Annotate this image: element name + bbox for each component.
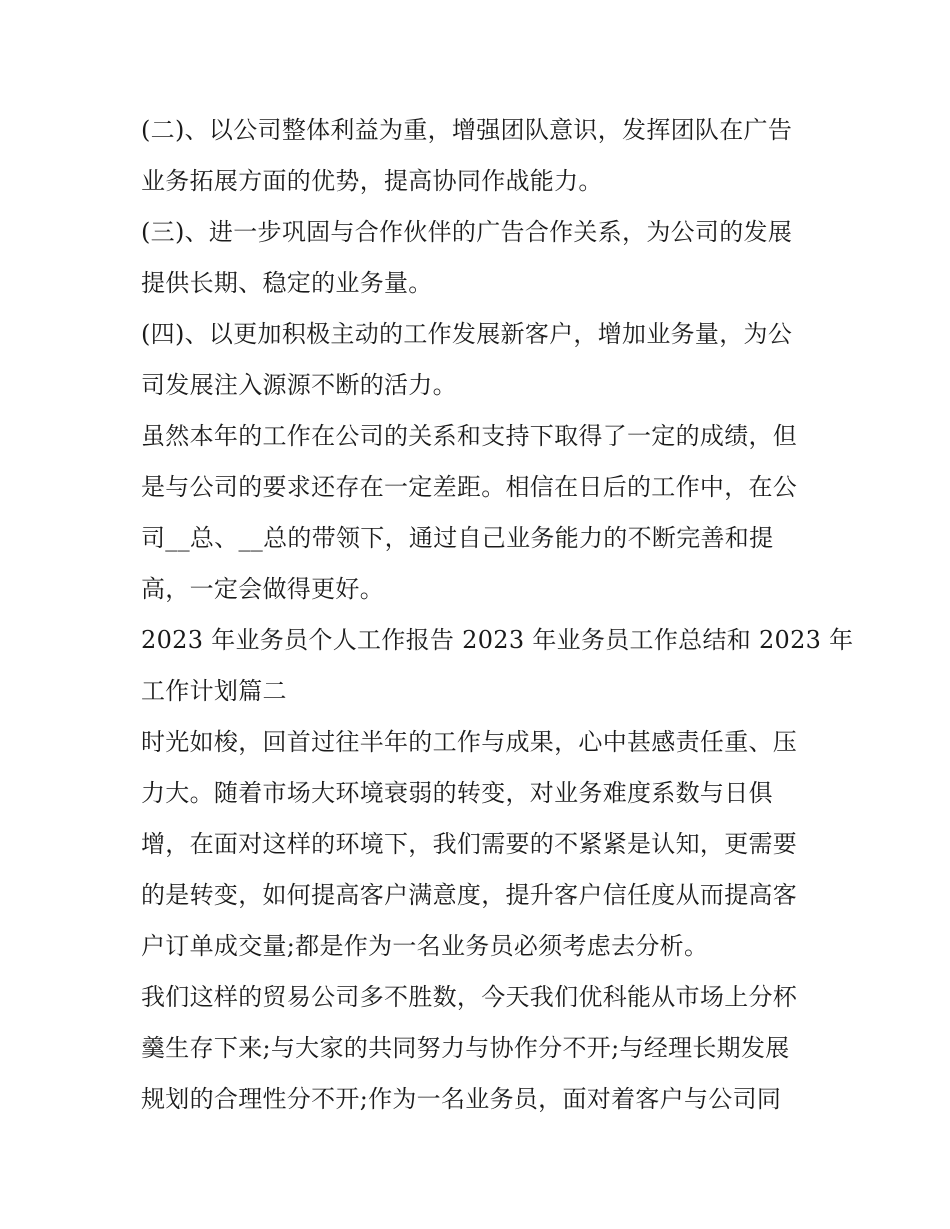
text-line: (四)、以更加积极主动的工作发展新客户，增加业务量，为公 (141, 320, 793, 348)
text-line: 羹生存下来;与大家的共同努力与协作分不开;与经理长期发展 (141, 1034, 790, 1062)
paragraph-intro (141, 717, 821, 972)
text-line: 提供长期、稳定的业务量。 (141, 269, 433, 297)
text-line: 业务拓展方面的优势，提高协同作战能力。 (141, 167, 603, 195)
text-line: 时光如梭，回首过往半年的工作与成果，心中甚感责任重、压 (141, 728, 798, 756)
text-line: 增，在面对这样的环境下，我们需要的不紧紧是认知，更需要 (141, 830, 798, 858)
text-line: 我们这样的贸易公司多不胜数，今天我们优科能从市场上分杯 (141, 983, 798, 1011)
text-line: 户订单成交量;都是作为一名业务员必须考虑去分析。 (141, 932, 709, 960)
text-line: 规划的合理性分不开;作为一名业务员，面对着客户与公司同 (141, 1085, 782, 1113)
text-line: 司__总、__总的带领下，通过自己业务能力的不断完善和提 (141, 524, 774, 552)
text-line: 高，一定会做得更好。 (141, 575, 384, 603)
text-line: 司发展注入源源不断的活力。 (141, 371, 457, 399)
text-line: 力大。随着市场大环境衰弱的转变，对业务难度系数与日俱 (141, 779, 773, 807)
text-line: (三)、进一步巩固与合作伙伴的广告合作关系，为公司的发展 (141, 218, 793, 246)
paragraph-closing (141, 411, 821, 615)
text-line: 虽然本年的工作在公司的关系和支持下取得了一定的成绩，但 (141, 422, 798, 450)
heading-line: 工作计划篇二 (141, 677, 287, 705)
paragraph-item-four (141, 309, 821, 411)
paragraph-item-three (141, 207, 821, 309)
section-heading (141, 615, 854, 717)
paragraph-item-two (141, 105, 821, 207)
text-line: (二)、以公司整体利益为重，增强团队意识，发挥团队在广告 (141, 116, 793, 144)
heading-line: 2023 年业务员个人工作报告 2023 年业务员工作总结和 2023 年 (141, 626, 854, 654)
document-body (141, 105, 854, 1125)
text-line: 的是转变，如何提高客户满意度，提升客户信任度从而提高客 (141, 881, 798, 909)
text-line: 是与公司的要求还存在一定差距。相信在日后的工作中，在公 (141, 473, 798, 501)
paragraph-company (141, 972, 821, 1125)
